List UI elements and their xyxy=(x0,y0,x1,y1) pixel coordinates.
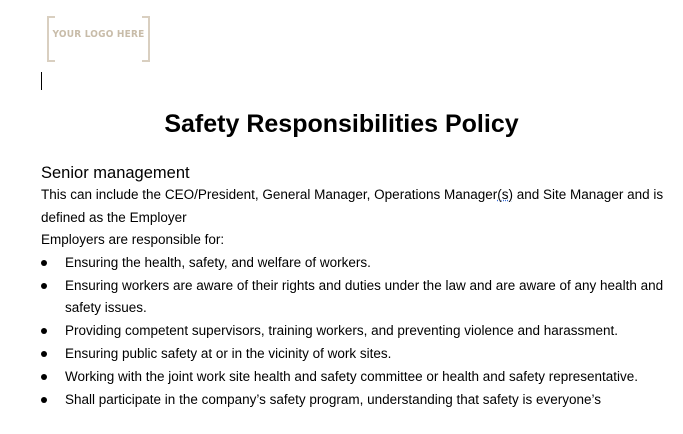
document-body xyxy=(41,162,673,412)
spellcheck-mark: (s) xyxy=(497,187,513,202)
list-item xyxy=(41,275,673,320)
section-heading: Senior management xyxy=(41,164,190,182)
bullet-icon xyxy=(41,397,47,403)
list-item-text: Ensuring public safety at or in the vicinity of work sites. xyxy=(65,346,392,361)
list-item-text: Ensuring workers are aware of their rights and duties under the law and are aware of any health and safety issues. xyxy=(65,277,664,315)
logo-text: YOUR LOGO HERE xyxy=(52,29,145,40)
bullet-icon xyxy=(41,374,47,380)
intro-text-before: This can include the CEO/President, General Manager, Operations Manager xyxy=(41,187,498,202)
bullet-icon xyxy=(41,328,47,334)
intro-paragraph xyxy=(41,184,673,229)
document-title: Safety Responsibilities Policy xyxy=(164,110,519,138)
bullet-icon xyxy=(41,260,47,266)
list-item xyxy=(41,343,673,366)
list-item-text: Working with the joint work site health and safety committee or health and safety representative. xyxy=(65,369,639,384)
list-item-text: Shall participate in the company’s safety program, understanding that safety is everyone’s xyxy=(65,392,602,407)
responsible-for-line: Employers are responsible for: xyxy=(41,232,225,247)
list-item xyxy=(41,366,673,389)
list-item xyxy=(41,320,673,343)
bullet-icon xyxy=(41,351,47,357)
list-item xyxy=(41,252,673,275)
logo-placeholder xyxy=(47,16,150,60)
list-item-text: Ensuring the health, safety, and welfare of workers. xyxy=(65,254,371,270)
responsibilities-list xyxy=(41,252,673,412)
list-item xyxy=(41,389,673,412)
bullet-icon xyxy=(41,283,47,289)
intro-text-after: and Site Manager and is defined as the Employer xyxy=(41,187,664,225)
text-cursor xyxy=(41,72,42,90)
list-item-text: Providing competent supervisors, training workers, and preventing violence and harassment. xyxy=(65,323,619,338)
